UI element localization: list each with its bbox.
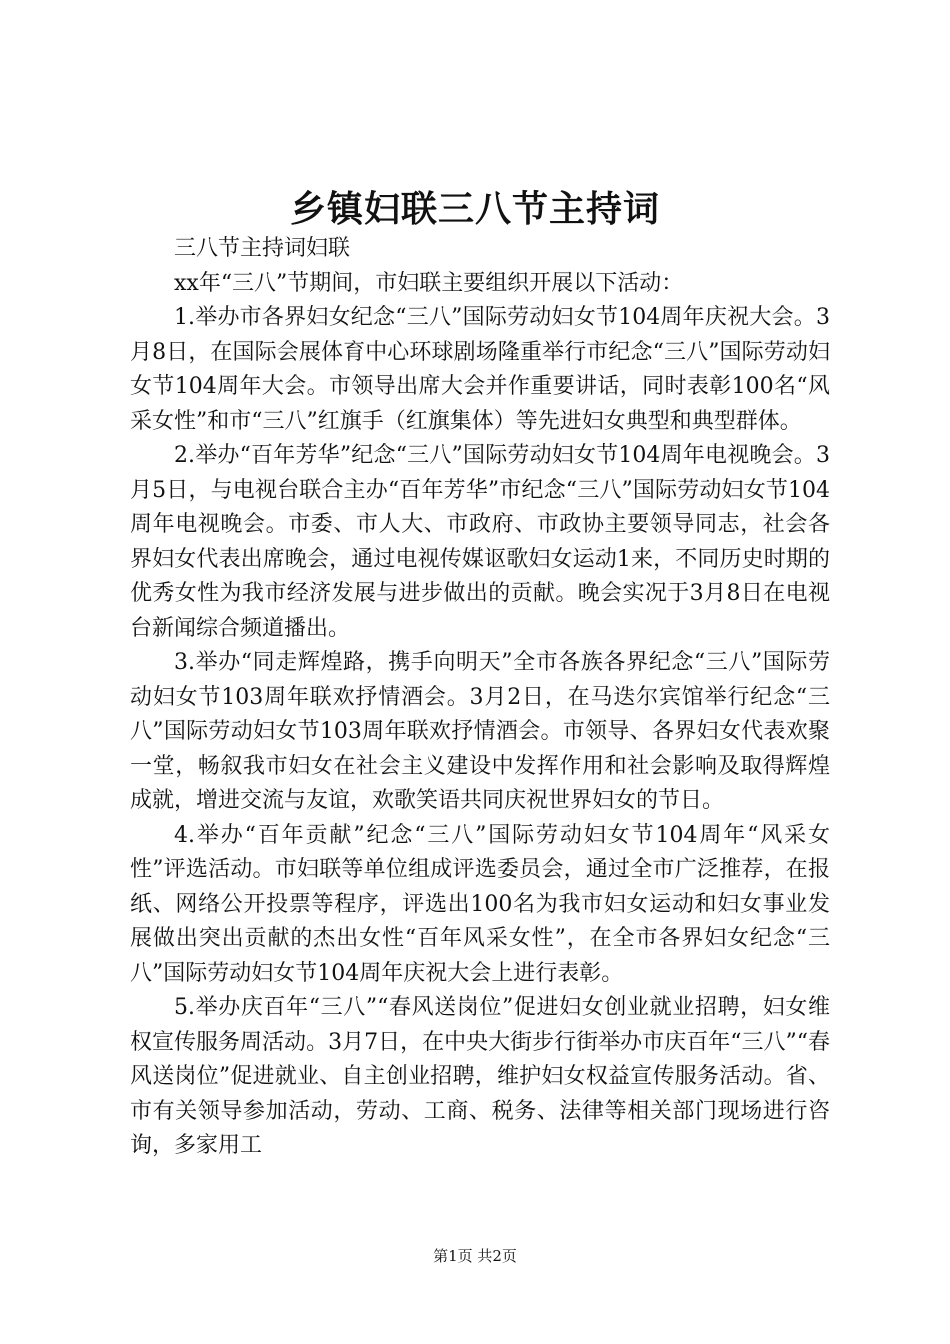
page-number-footer: 第1页 共2页: [433, 1247, 517, 1265]
paragraph-subtitle: 三八节主持词妇联: [174, 236, 351, 261]
paragraph-item-5: 5.举办庆百年“三八”“春风送岗位”促进妇女创业就业招聘，妇女维权宣传服务周活动。3月7日，在中央大街步行街举办市庆百年“三八”“春风送岗位”促进就业、自主创业招聘，维护妇女权益宣传服务活动。省、市有关领导参加活动，劳动、工商、税务、法律等相关部门现场进行咨询，多家用工: [130, 995, 830, 1158]
paragraph-item-1: 1.举办市各界妇女纪念“三八”国际劳动妇女节104周年庆祝大会。3月8日，在国际会展体育中心环球剧场隆重举行市纪念“三八”国际劳动妇女节104周年大会。市领导出席大会并作重要讲话，同时表彰100名“风采女性”和市“三八”红旗手（红旗集体）等先进妇女典型和典型群体。: [130, 305, 830, 434]
paragraph-intro: xx年“三八”节期间，市妇联主要组织开展以下活动：: [174, 270, 684, 296]
paragraph-item-2: 2.举办“百年芳华”纪念“三八”国际劳动妇女节104周年电视晚会。3月5日，与电视台联合主办“百年芳华”市纪念“三八”国际劳动妇女节104周年电视晚会。市委、市人大、市政府、市政协主要领导同志，社会各界妇女代表出席晚会，通过电视传媒讴歌妇女运动1来，不同历史时期的优秀女性为我市经济发展与进步做出的贡献。晚会实况于3月8日在电视台新闻综合频道播出。: [130, 443, 830, 641]
document-title: 乡镇妇联三八节主持词: [289, 188, 660, 230]
document-body: [130, 232, 830, 1164]
paragraph-item-3: 3.举办“同走辉煌路，携手向明天”全市各族各界纪念“三八”国际劳动妇女节103周年联欢抒情酒会。3月2日，在马迭尔宾馆举行纪念“三八”国际劳动妇女节103周年联欢抒情酒会。市领导、各界妇女代表欢聚一堂，畅叙我市妇女在社会主义建设中发挥作用和社会影响及取得辉煌成就，增进交流与友谊，欢歌笑语共同庆祝世界妇女的节日。: [130, 650, 830, 813]
paragraph-item-4: 4.举办“百年贡献”纪念“三八”国际劳动妇女节104周年“风采女性”评选活动。市妇联等单位组成评选委员会，通过全市广泛推荐，在报纸、网络公开投票等程序，评选出100名为我市妇女运动和妇女事业发展做出突出贡献的杰出女性“百年风采女性”，在全市各界妇女纪念“三八”国际劳动妇女节104周年庆祝大会上进行表彰。: [130, 822, 830, 986]
